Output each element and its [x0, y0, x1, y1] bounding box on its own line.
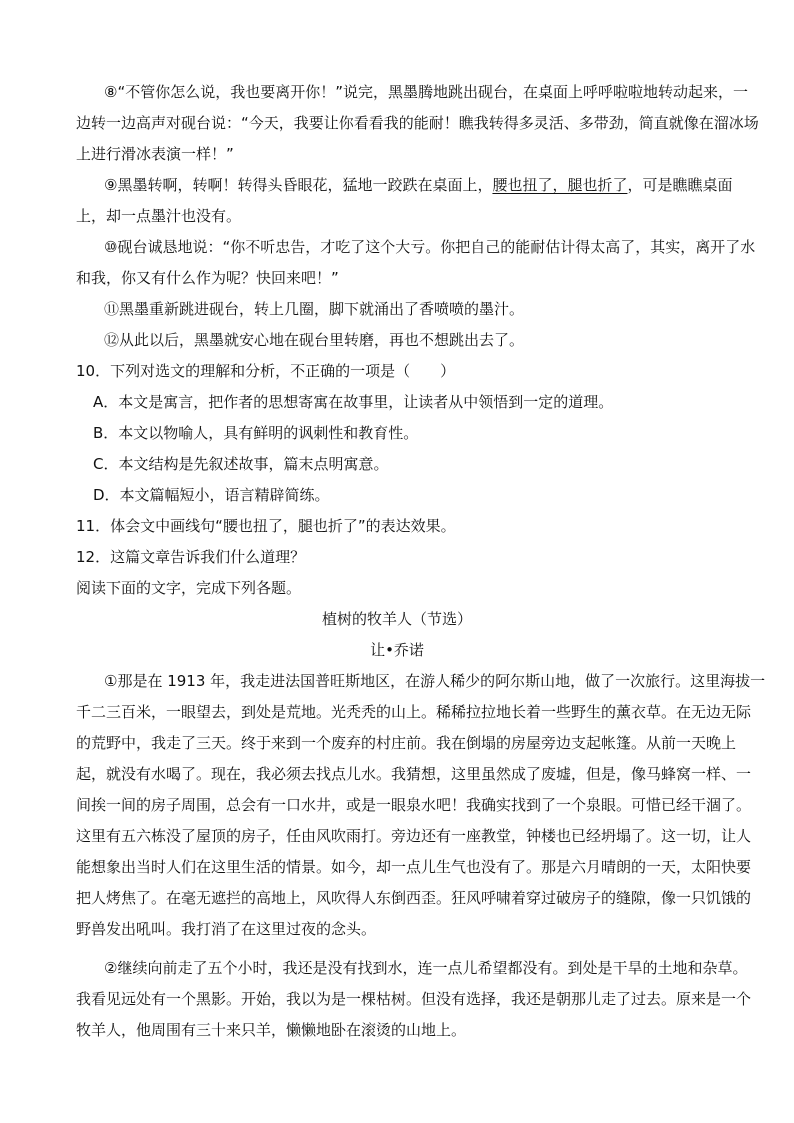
passage1-p9-line1: [104, 175, 732, 195]
question-10-option-c: C．本文结构是先叙述故事，篇末点明寓意。: [93, 455, 389, 473]
passage2-p1-line: 的荒野中，我走了三天。终于来到一个废弃的村庄前。我在倒塌的房屋旁边支起帐篷。从前一天晚上: [76, 734, 737, 752]
passage1-p11: ⑪黑墨重新跳进砚台，转上几圈，脚下就涌出了香喷喷的墨汁。: [104, 300, 525, 318]
passage1-p10-line1: ⑩砚台诚恳地说：“你不听忠告，才吃了这个大亏。你把自己的能耐估计得太高了，其实，离开了水: [104, 238, 756, 256]
passage2-p2-line: 我看见远处有一个黑影。开始，我以为是一棵枯树。但没有选择，我还是朝那儿走了过去。原来是一个: [76, 990, 752, 1008]
passage1-p8-line1: ⑧“不管你怎么说，我也要离开你！”说完，黑墨腾地跳出砚台，在桌面上呼呼啦啦地转动起来，一: [104, 83, 748, 101]
question-12: 12．这篇文章告诉我们什么道理？: [76, 548, 306, 566]
question-10-option-a: A．本文是寓言，把作者的思想寄寓在故事里，让读者从中领悟到一定的道理。: [93, 393, 614, 411]
underlined-sentence: 腰也扭了，腿也折了: [492, 176, 628, 194]
question-11: 11．体会文中画线句“腰也扭了，腿也折了”的表达效果。: [76, 517, 456, 535]
passage2-p1-line: 千二三百米，一眼望去，到处是荒地。光秃秃的山上。稀稀拉拉地长着一些野生的薰衣草。在无边无际: [76, 703, 752, 721]
passage1-p10-line2: 和我，你又有什么作为呢？快回来吧！”: [76, 269, 339, 287]
passage1-p8-line2: 边转一边高声对砚台说：“今天，我要让你看看我的能耐！瞧我转得多灵活、多带劲，简直就像在溜冰场: [76, 114, 759, 132]
passage2-p1-line: 能想象出当时人们在这里生活的情景。如今，却一点儿生气也没有了。那是六月晴朗的一天，太阳快要: [76, 858, 752, 876]
question-10-option-b: B．本文以物喻人，具有鲜明的讽刺性和教育性。: [93, 424, 419, 442]
passage2-p2-line: 牧羊人，他周围有三十来只羊，懒懒地卧在滚烫的山地上。: [76, 1021, 467, 1039]
question-10-option-d: D．本文篇幅短小，语言精辟简练。: [93, 486, 330, 504]
passage2-p1-line: 间挨一间的房子周围，总会有一口水井，或是一眼泉水吧！我确实找到了一个泉眼。可惜已经干涸了。: [76, 796, 752, 814]
passage2-author: 让•乔诺: [370, 641, 424, 659]
passage2-p1-line: ①那是在 1913 年，我走进法国普旺斯地区，在游人稀少的阿尔斯山地，做了一次旅行。这里海拔一: [104, 672, 766, 690]
passage1-p12: ⑫从此以后，黑墨就安心地在砚台里转磨，再也不想跳出去了。: [104, 331, 525, 349]
passage1-p9-line2: 上，却一点墨汁也没有。: [76, 207, 242, 225]
passage2-p2-line: ②继续向前走了五个小时，我还是没有找到水，连一点儿希望都没有。到处是干旱的土地和杂草。: [104, 959, 748, 977]
passage1-p8-line3: 上进行滑冰表演一样！”: [76, 145, 234, 163]
passage2-p1-line: 野兽发出吼叫。我打消了在这里过夜的念头。: [76, 920, 377, 938]
passage2-p1-line: 把人烤焦了。在毫无遮拦的高地上，风吹得人东倒西歪。狂风呼啸着穿过破房子的缝隙，像一只饥饿的: [76, 889, 752, 907]
p9-text-after: ，可是瞧瞧桌面: [627, 176, 733, 194]
passage2-p1-line: 这里有五六栋没了屋顶的房子，任由风吹雨打。旁边还有一座教堂，钟楼也已经坍塌了。这一切，让人: [76, 827, 752, 845]
p9-text-before: ⑨黑墨转啊，转啊！转得头昏眼花，猛地一跤跌在桌面上，: [104, 176, 493, 194]
passage2-p1-line: 起，就没有水喝了。现在，我必须去找点儿水。我猜想，这里虽然成了废墟，但是，像马蜂窝一样、一: [76, 765, 752, 783]
question-10: 10．下列对选文的理解和分析，不正确的一项是（ ）: [76, 362, 456, 380]
reading-instruction: 阅读下面的文字，完成下列各题。: [76, 579, 302, 597]
passage2-title: 植树的牧羊人（节选）: [321, 610, 472, 628]
